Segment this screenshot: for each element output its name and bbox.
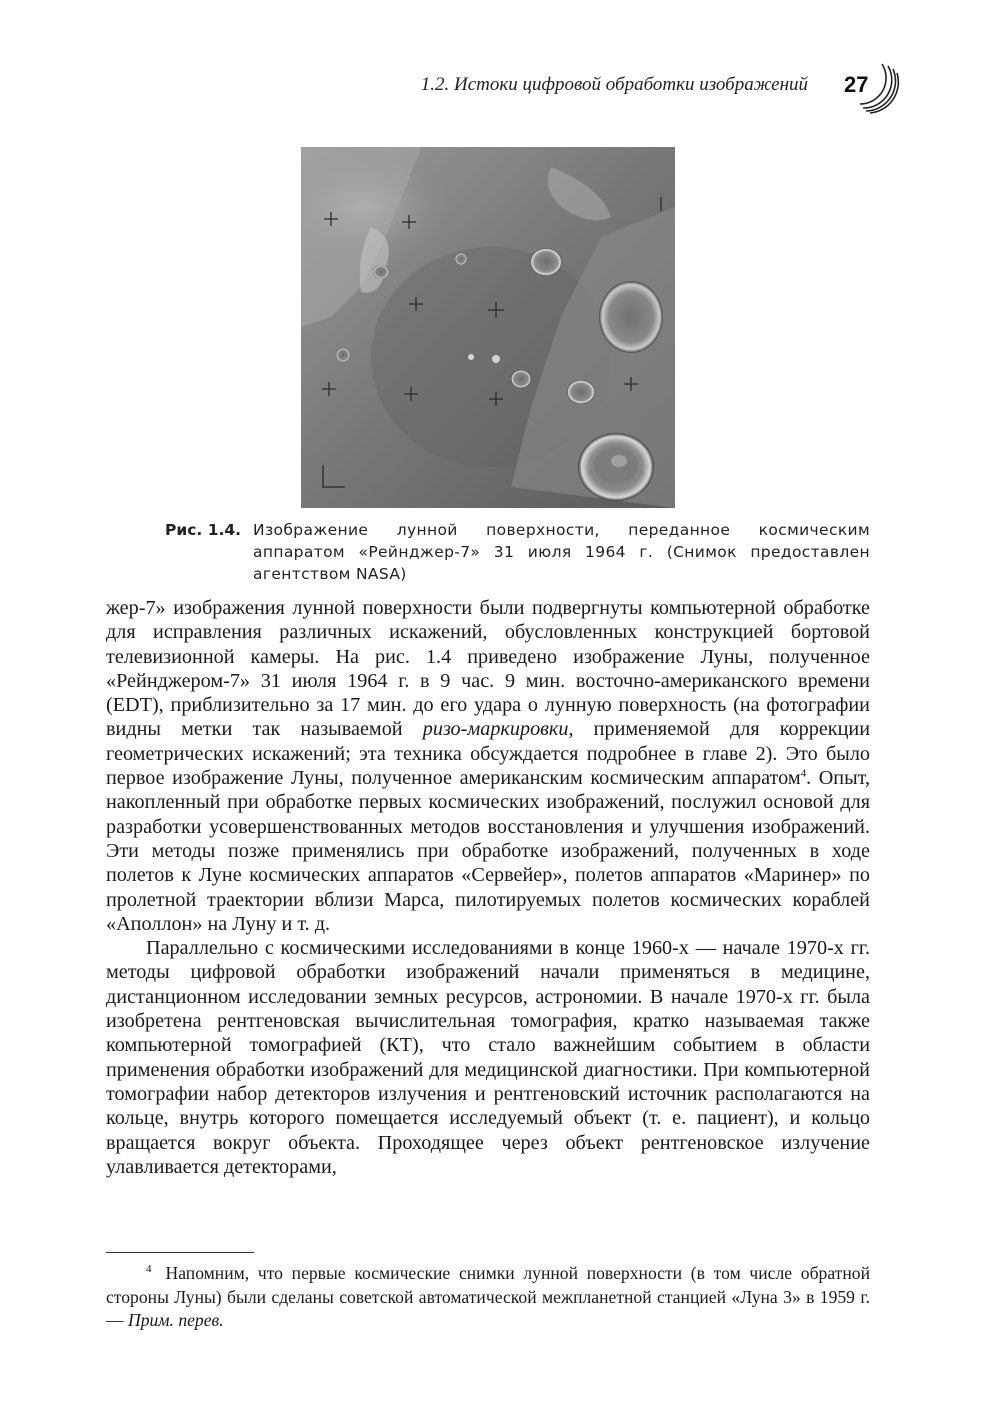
- footnote: [106, 1262, 870, 1333]
- footnote-italic: Прим. перев.: [128, 1310, 224, 1330]
- paragraph-2: Параллельно с космическими исследованиями в конце 1960-х — начале 1970-х гг. методы цифровой обработки изображений начали применяться в медицине, дистанционном исследовании земных ресурсов, астрономии. В начале 1970-х гг. была изобретена рентгеновская вычислительная томография, кратко называемая также компьютерной томографией (КТ), что стало важнейшим событием в области применения обработки изображений для медицинской диагностики. При компьютерной томографии набор детекторов излучения и рентгеновский источник располагаются на кольце, внутрь которого помещается исследуемый объект (т. е. пациент), и кольцо вращается вокруг объекта. Проходящее через объект рентгеновское излучение улавливается детекторами,: [106, 937, 870, 1178]
- running-title: 1.2. Истоки цифровой обработки изображений: [420, 74, 808, 95]
- figure-label: Рис. 1.4.: [165, 521, 242, 539]
- figure-caption: [165, 519, 870, 585]
- footnote-number: 4: [146, 1263, 152, 1276]
- paragraph-1-text-c: . Опыт, накопленный при обработке первых космических изображений, послужил основой для разработки усовершенствованных методов восстановления и улучшения изображений. Эти методы позже применялись при обработке изображений, полученных в ходе полетов к Луне космических аппаратов «Сервейер», полетов аппаратов «Маринер» по пролетной траектории вблизи Марса, пилотируемых полетов космических кораблей «Аполлон» на Луну и т. д.: [106, 767, 870, 935]
- paragraph-1-text-b: , применяемой для коррекции геометрических искажений; эта техника обсуждается подробнее в главе 2). Это было первое изображение Луны, полученное американским космическим аппаратом: [106, 718, 871, 790]
- moon-surface-photo: [301, 147, 675, 508]
- page-header: [0, 68, 1000, 108]
- main-text: [106, 596, 870, 1179]
- italic-term: ризо-маркировки: [422, 718, 569, 741]
- paragraph-1: [106, 596, 870, 936]
- page-number: 27: [844, 72, 869, 97]
- moon-photo-drawing: [301, 147, 675, 508]
- footnote-divider: [106, 1252, 254, 1253]
- figure-caption-text: Изображение лунной поверхности, переданное космическим аппаратом «Рейнджер-7» 31 июля 1964 г. (Снимок предоставлен агентством NASA): [253, 521, 870, 583]
- paragraph-1-text-a: жер-7» изображения лунной поверхности были подвергнуты компьютерной обработке для исправления различных искажений, обусловленных конструкцией бортовой телевизионной камеры. На рис. 1.4 приведено изображение Луны, полученное «Рейнджером-7» 31 июля 1964 г. в 9 час. 9 мин. восточно-американского времени (EDT), приблизительно за 17 мин. до его удара о лунную поверхность (на фотографии видны метки так называемой: [106, 597, 870, 741]
- footnote-ref: 4: [800, 767, 807, 780]
- footnote-text: Напомним, что первые космические снимки лунной поверхности (в том числе обратной стороны Луны) были сделаны советской автоматической межпланетной станцией «Луна 3» в 1959 г. —: [106, 1263, 870, 1330]
